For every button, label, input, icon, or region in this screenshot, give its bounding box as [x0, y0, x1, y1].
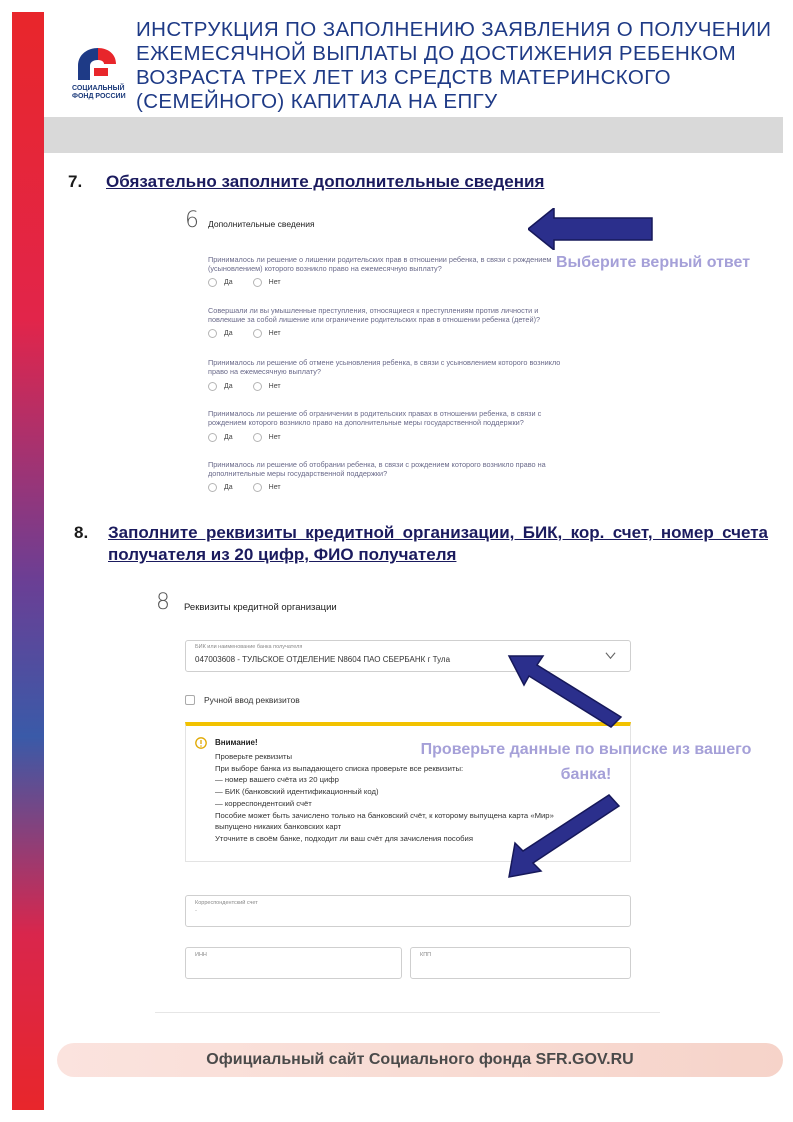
- manual-input-checkbox[interactable]: [185, 695, 195, 705]
- question-text: Принималось ли решение об отмене усыновления ребенка, в связи с усыновлением которого возникло право на ежемесячную выплату?: [208, 358, 561, 376]
- manual-input-label: Ручной ввод реквизитов: [204, 695, 300, 705]
- warning-line: Уточните в своём банке, подходит ли ваш счёт для зачисления пособия: [215, 833, 473, 843]
- warning-line: Проверьте реквизиты: [215, 752, 293, 761]
- step-number: 7.: [68, 172, 83, 191]
- radio-group: [208, 433, 301, 442]
- corr-account-value: -: [195, 908, 197, 914]
- radio-yes-label: Да: [224, 383, 233, 390]
- warning-line: — номер вашего счёта из 20 цифр: [215, 775, 339, 785]
- radio-no-label: Нет: [268, 434, 281, 441]
- bank-select-label: БИК или наименование банка получателя: [195, 644, 303, 650]
- additional-info-form-screenshot: [180, 204, 560, 504]
- bank-select-value: 047003608 - ТУЛЬСКОЕ ОТДЕЛЕНИЕ N8604 ПАО СБЕРБАНК г Тула: [195, 655, 451, 664]
- warning-icon: [195, 737, 207, 749]
- radio-no[interactable]: [253, 483, 262, 492]
- divider: [155, 1012, 660, 1013]
- question-text: Совершали ли вы умышленные преступления, относящиеся к преступлениям против личности и повлекшие за собой лишение или ограничение родительских прав в отношении ребенка (детей)?: [208, 306, 541, 324]
- inn-label: ИНН: [195, 952, 207, 958]
- section-title: Дополнительные сведения: [208, 219, 315, 229]
- radio-no[interactable]: [253, 329, 262, 338]
- radio-yes[interactable]: [208, 278, 217, 287]
- pointer-arrow-icon: [528, 208, 654, 250]
- section-title: Реквизиты кредитной организации: [184, 602, 337, 613]
- radio-group: [208, 278, 301, 287]
- warning-line: — корреспондентский счёт: [215, 798, 312, 808]
- question-text: Принималось ли решение о лишении родительских прав в отношении ребенка, в связи с рождением (усыновлением) которого возникло право на ежемесячную выплату?: [208, 255, 552, 273]
- radio-no-label: Нет: [268, 279, 281, 286]
- corr-account-field[interactable]: [185, 895, 631, 927]
- warning-line: — БИК (банковский идентификационный код): [215, 787, 379, 797]
- pointer-arrow-icon: [505, 793, 625, 883]
- step-8-heading: [74, 522, 768, 566]
- radio-yes-label: Да: [224, 330, 233, 337]
- hint-check-bank-details: Проверьте данные по выписке из вашего банка!: [420, 741, 752, 783]
- kpp-label: КПП: [420, 952, 432, 958]
- inn-field[interactable]: [185, 947, 402, 979]
- radio-group: [208, 382, 301, 391]
- radio-no-label: Нет: [268, 484, 281, 491]
- radio-group: [208, 483, 301, 492]
- radio-yes[interactable]: [208, 483, 217, 492]
- question-text: Принималось ли решение об ограничении в родительских правах в отношении ребенка, в связи с рождением которого возникло право на дополнительные меры государственной поддержки?: [208, 409, 542, 427]
- decorative-gradient-bar: [12, 12, 44, 1110]
- hint-choose-answer: Выберите верный ответ: [553, 254, 753, 272]
- radio-yes[interactable]: [208, 382, 217, 391]
- radio-no[interactable]: [253, 278, 262, 287]
- question-text: Принималось ли решение об отобрании ребенка, в связи с рождением которого возникло право на дополнительные меры государственной поддержки?: [208, 460, 546, 478]
- radio-yes-label: Да: [224, 279, 233, 286]
- logo-caption: СОЦИАЛЬНЫЙ ФОНД РОССИИ: [72, 85, 126, 100]
- footer-official-site: Официальный сайт Социального фонда SFR.GOV.RU: [57, 1043, 783, 1077]
- radio-no-label: Нет: [268, 330, 281, 337]
- radio-yes[interactable]: [208, 433, 217, 442]
- step-number: 8.: [74, 523, 89, 542]
- warning-line: Пособие может быть зачислено только на банковский счёт, к которому выпущена карта «Мир»: [215, 810, 554, 820]
- radio-yes[interactable]: [208, 329, 217, 338]
- step-text: Обязательно заполните дополнительные сведения: [106, 172, 545, 191]
- page-title: ИНСТРУКЦИЯ ПО ЗАПОЛНЕНИЮ ЗАЯВЛЕНИЯ О ПОЛУЧЕНИИ ЕЖЕМЕСЯЧНОЙ ВЫПЛАТЫ ДО ДОСТИЖЕНИЯ РЕБЕНКОМ ВОЗРАСТА ТРЕХ ЛЕТ ИЗ СРЕДСТВ МАТЕРИНСКОГО (СЕМЕЙНОГО) КАПИТАЛА НА ЕПГУ: [136, 18, 772, 113]
- corr-account-label: Корреспондентский счет: [195, 900, 258, 906]
- section-number: 6: [185, 208, 199, 233]
- radio-yes-label: Да: [224, 434, 233, 441]
- header-divider-band: [44, 117, 783, 153]
- section-number: 8: [156, 590, 170, 615]
- step-7-heading: [68, 171, 628, 193]
- radio-group: [208, 329, 301, 338]
- step-text: Заполните реквизиты кредитной организации, БИК, кор. счет, номер счета получателя из 20 цифр, ФИО получателя: [108, 523, 768, 564]
- warning-line: При выборе банка из выпадающего списка проверьте все реквизиты:: [215, 763, 464, 773]
- radio-no-label: Нет: [268, 383, 281, 390]
- radio-no[interactable]: [253, 382, 262, 391]
- kpp-field[interactable]: [410, 947, 631, 979]
- radio-no[interactable]: [253, 433, 262, 442]
- warning-line: выпущено никаких банковских карт: [215, 822, 342, 832]
- manual-input-checkbox-row[interactable]: [185, 695, 300, 705]
- radio-yes-label: Да: [224, 484, 233, 491]
- warning-title: Внимание!: [215, 738, 258, 747]
- pointer-arrow-icon: [505, 650, 625, 730]
